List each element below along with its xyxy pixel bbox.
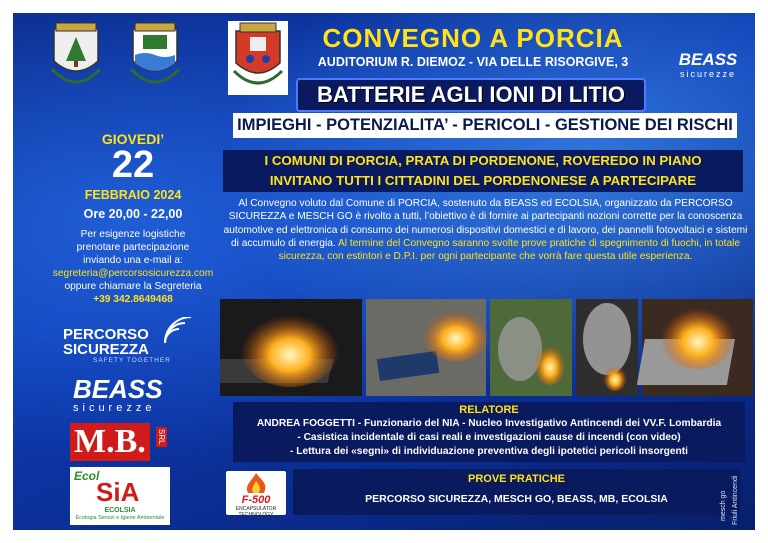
description-text	[223, 197, 748, 263]
relatore-box	[233, 402, 745, 462]
description-highlight: Al termine del Convegno saranno svolte prove pratiche di spegnimento di fuochi, in totale sicurezza, con estintori e D.P.I. per ogni partecipante che vorrà fare questa utile esperienza.	[278, 237, 741, 263]
percorso-line-1: PERCORSO	[63, 326, 149, 343]
beass-logo-top	[668, 51, 748, 79]
crest-porcia-icon	[46, 21, 106, 95]
mb-name: M.B.	[70, 423, 150, 461]
beass-left-name: BEASS	[73, 374, 163, 404]
relatore-line-3: - Lettura dei «segni» di individuazione preventiva degli ipotetici pericoli insorgenti	[290, 446, 688, 457]
contact-phone[interactable]: +39 342.8649468	[93, 294, 173, 305]
beass-top-name: BEASS	[678, 50, 738, 69]
contact-line-3: inviando una e-mail a:	[83, 255, 183, 266]
sia-eco: Ecol	[74, 469, 100, 483]
credits	[720, 461, 748, 525]
f500-name: F-500	[241, 494, 271, 506]
event-hours: Ore 20,00 - 22,00	[83, 207, 183, 221]
contact-info	[33, 228, 233, 306]
relatore-title: RELATORE	[459, 404, 519, 416]
event-subtopic: IMPIEGHI - POTENZIALITA’ - PERICOLI - GESTIONE DEI RISCHI	[233, 113, 737, 138]
contact-line-2: prenotare partecipazione	[76, 242, 190, 253]
fire-photos-strip	[220, 299, 753, 396]
event-title: CONVEGNO A PORCIA	[322, 23, 624, 53]
photo-battery-fire	[366, 299, 490, 396]
sia-description: Ecologia Servizi e Igiene Ambientale	[75, 515, 165, 521]
percorso-tagline: SAFETY TOGETHER	[93, 357, 171, 364]
flame-icon	[242, 473, 270, 495]
photo-phone-fire	[220, 299, 362, 396]
credit-line-2: Friuli Antincendi	[732, 475, 739, 525]
relatore-line-1: ANDREA FOGGETTI - Funzionario del NIA - Nucleo Investigativo Antincendi dei VV.F. Lombardia	[256, 418, 722, 429]
percorso-sicurezza-logo	[63, 327, 223, 364]
photo-laptop-fire	[637, 299, 753, 396]
sia-name: SiA	[96, 477, 140, 507]
contact-line-1: Per esigenze logistiche	[80, 229, 186, 240]
signal-waves-icon	[161, 317, 195, 347]
crest-prata-icon	[125, 21, 185, 95]
mb-logo	[70, 423, 170, 463]
prove-pratiche-box	[293, 469, 740, 515]
event-weekday: GIOVEDI’	[101, 131, 165, 147]
photo-outdoor-test	[490, 299, 572, 396]
poster	[13, 13, 755, 530]
description-paragraph: Al Convegno voluto dal Comune di PORCIA, sostenuto da BEASS ed ECOLSIA, organizzato da PERCORSO SICUREZZA e MESCH GO è rivolto a tutti, l’obiettivo è di fornire ai partecipanti nozioni corrette per la conoscenza automotive ed elettronica di consumo dei numerosi dispositivi domestici e di lavoro, dei pannelli fotovoltaici e sistemi di accumulo di energia.	[223, 198, 748, 249]
f500-description: ENCAPSULATOR TECHNOLOGY	[235, 506, 277, 518]
beass-logo-left	[73, 376, 213, 414]
event-venue: AUDITORIUM R. DIEMOZ - VIA DELLE RISORGIVE, 3	[317, 55, 629, 69]
contact-line-4: oppure chiamare la Segreteria	[64, 281, 202, 292]
ecolsia-logo	[70, 467, 170, 525]
beass-top-tagline: sicurezze	[679, 69, 736, 79]
f500-logo	[226, 471, 286, 518]
invitation-box	[223, 150, 743, 192]
beass-left-tagline: sicurezze	[73, 402, 156, 414]
event-day: 22	[111, 144, 155, 186]
mb-suffix: SRL	[157, 429, 166, 445]
prove-list: PERCORSO SICUREZZA, MESCH GO, BEASS, MB, ECOLSIA	[365, 493, 668, 505]
event-topic: BATTERIE AGLI IONI DI LITIO	[296, 78, 646, 112]
sia-company: ECOLSIA	[104, 507, 136, 514]
invitation-line-2: INVITANO TUTTI I CITTADINI DEL PORDENONESE A PARTECIPARE	[269, 173, 697, 188]
photo-smoke-test	[576, 299, 638, 396]
percorso-line-2: SICUREZZA	[63, 341, 149, 358]
relatore-line-2: - Casistica incidentale di casi reali e investigazioni cause di incendi (con video)	[297, 432, 681, 443]
invitation-line-1: I COMUNI DI PORCIA, PRATA DI PORDENONE, ROVEREDO IN PIANO	[264, 153, 702, 168]
contact-email[interactable]: segreteria@percorsosicurezza.com	[52, 268, 214, 279]
prove-title: PROVE PRATICHE	[468, 473, 565, 485]
credit-line-1: mesch go	[720, 490, 727, 521]
event-month: FEBBRAIO 2024	[84, 188, 182, 202]
